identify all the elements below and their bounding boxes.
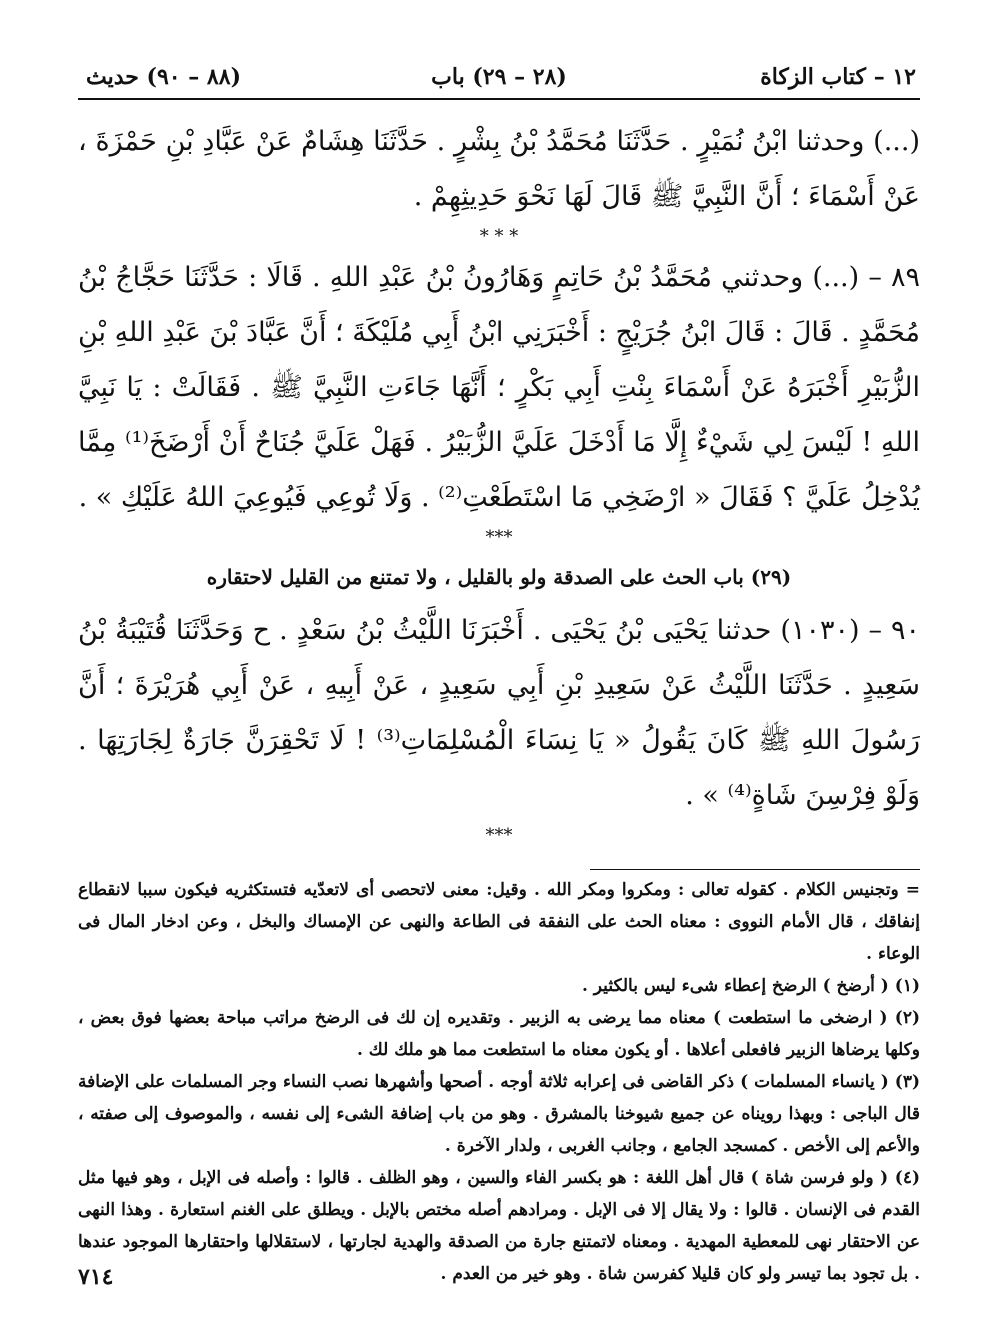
footnote-2: (٢) ( ارضخى ما استطعت ) معناه مما يرضى به الزبير . وتقديره إن لك فى الرضخ مراتب مباحة بعضها فوق بعض ، وكلها يرضاها الزبير فافعلى أعلاها . أو يكون معناه ما استطعت مما هو ملك لك . xyxy=(78,1008,920,1060)
footnote-1: (١) ( أرضخ ) الرضخ إعطاء شىء ليس بالكثير . xyxy=(581,976,920,996)
header-book-title: ١٢ – كتاب الزكاة xyxy=(760,64,916,90)
hadith-paragraph-90: ٩٠ – (١٠٣٠) حدثنا يَحْيَى بْنُ يَحْيَى . أَخْبَرَنَا اللَّيْثُ بْنُ سَعْدٍ . ح وَحَدَّثَنَا قُتَيْبَةُ بْنُ سَعِيدٍ . حَدَّثَنَا اللَّيْثُ عَنْ سَعِيدِ بْنِ أَبِي سَعِيدٍ ، عَنْ أَبِيهِ ، عَنْ أَبِي هُرَيْرَةَ ؛ أَنَّ رَسُولَ اللهِ ﷺ كَانَ يَقُولُ « يَا نِسَاءَ الْمُسْلِمَاتِ⁽³⁾ ! لَا تَحْقِرَنَّ جَارَةٌ لِجَارَتِهَا . وَلَوْ فِرْسِنَ شَاةٍ⁽⁴⁾ » . xyxy=(78,615,920,811)
chapter-title: (٢٩) باب الحث على الصدقة ولو بالقليل ، ولا تمتنع من القليل لاحتقاره xyxy=(206,565,792,589)
footnote-rule xyxy=(590,869,920,870)
footnote-continued: = وتجنيس الكلام . كقوله تعالى : ومكروا ومكر الله . وقيل: معنى لاتحصى أى لاتعدّيه فتستكثريه فيكون سببا لانقطاع إنفاقك ، قال الأمام النووى : معناه الحث على النفقة فى الطاعة والنهى عن الإمساك والبخل ، وعن ادخار المال فى الوعاء . xyxy=(78,880,920,964)
header-chapter-range: (٢٨ – ٢٩) باب xyxy=(431,64,567,90)
separator-stars: * * * xyxy=(479,226,519,247)
footnote-4: (٤) ( ولو فرسن شاة ) قال أهل اللغة : هو بكسر الفاء والسين ، وهو الظلف . قالوا : وأصله فى الإبل ، وهو فيها مثل القدم فى الإنسان . قالوا : ولا يقال إلا فى الإبل . ومرادهم أصله مختص بالإبل . ويطلق على الغنم استعارة . وهذا النهى عن الاحتقار نهى للمعطية المهدية . ومعناه لاتمتنع جارة من الصدقة والهدية لجارتها ، لاستقلالها واحتقارها الموجود عندها . بل تجود بما تيسر ولو كان قليلا كفرسن شاة . وهو خير من العدم . xyxy=(78,1168,920,1284)
page-number: ٧١٤ xyxy=(78,1264,114,1290)
separator-stars: *** xyxy=(485,825,513,846)
header-hadith-range: (٨٨ – ٩٠) حديث xyxy=(86,64,241,90)
separator-stars: *** xyxy=(485,527,513,548)
hadith-paragraph-89: ٨٩ – (...) وحدثني مُحَمَّدُ بْنُ حَاتِمٍ وَهَارُونُ بْنُ عَبْدِ اللهِ . قَالَا : حَدَّثَنَا حَجَّاجُ بْنُ مُحَمَّدٍ . قَالَ : قَالَ ابْنُ جُرَيْجٍ : أَخْبَرَنِي ابْنُ أَبِي مُلَيْكَةَ ؛ أَنَّ عَبَّادَ بْنَ عَبْدِ اللهِ بْنِ الزُّبَيْرِ أَخْبَرَهُ عَنْ أَسْمَاءَ بِنْتِ أَبِي بَكْرٍ ؛ أَنَّهَا جَاءَتِ النَّبِيَّ ﷺ . فَقَالَتْ : يَا نَبِيَّ اللهِ ! لَيْسَ لِي شَيْءٌ إِلَّا مَا أَدْخَلَ عَلَيَّ الزُّبَيْرُ . فَهَلْ عَلَيَّ جُنَاحٌ أَنْ أَرْضَخَ⁽¹⁾ مِمَّا يُدْخِلُ عَلَيَّ ؟ فَقَالَ « ارْضَخِي مَا اسْتَطَعْتِ⁽²⁾ . وَلَا تُوعِي فَيُوعِيَ اللهُ عَلَيْكِ » . xyxy=(78,262,920,513)
running-header xyxy=(78,60,920,100)
document-page xyxy=(78,60,920,1290)
footnote-3: (٣) ( يانساء المسلمات ) ذكر القاضى فى إعرابه ثلاثة أوجه . أصحها وأشهرها نصب النساء وجر المسلمات على الإضافة قال الباجى : وبهذا رويناه عن جميع شيوخنا بالمشرق . وهو من باب إضافة الشىء إلى نفسه ، والموصوف إلى صفته ، والأعم إلى الأخص . كمسجد الجامع ، وجانب الغربى ، ولدار الآخرة . xyxy=(78,1072,920,1156)
footnotes xyxy=(78,874,920,1290)
hadith-paragraph-1: (...) وحدثنا ابْنُ نُمَيْرٍ . حَدَّثَنَا مُحَمَّدُ بْنُ بِشْرٍ . حَدَّثَنَا هِشَامٌ عَنْ عَبَّادِ بْنِ حَمْزَةَ ، عَنْ أَسْمَاءَ ؛ أَنَّ النَّبِيَّ ﷺ قَالَ لَهَا نَحْوَ حَدِيثِهِمْ . xyxy=(78,126,920,212)
hadith-text xyxy=(78,114,920,847)
